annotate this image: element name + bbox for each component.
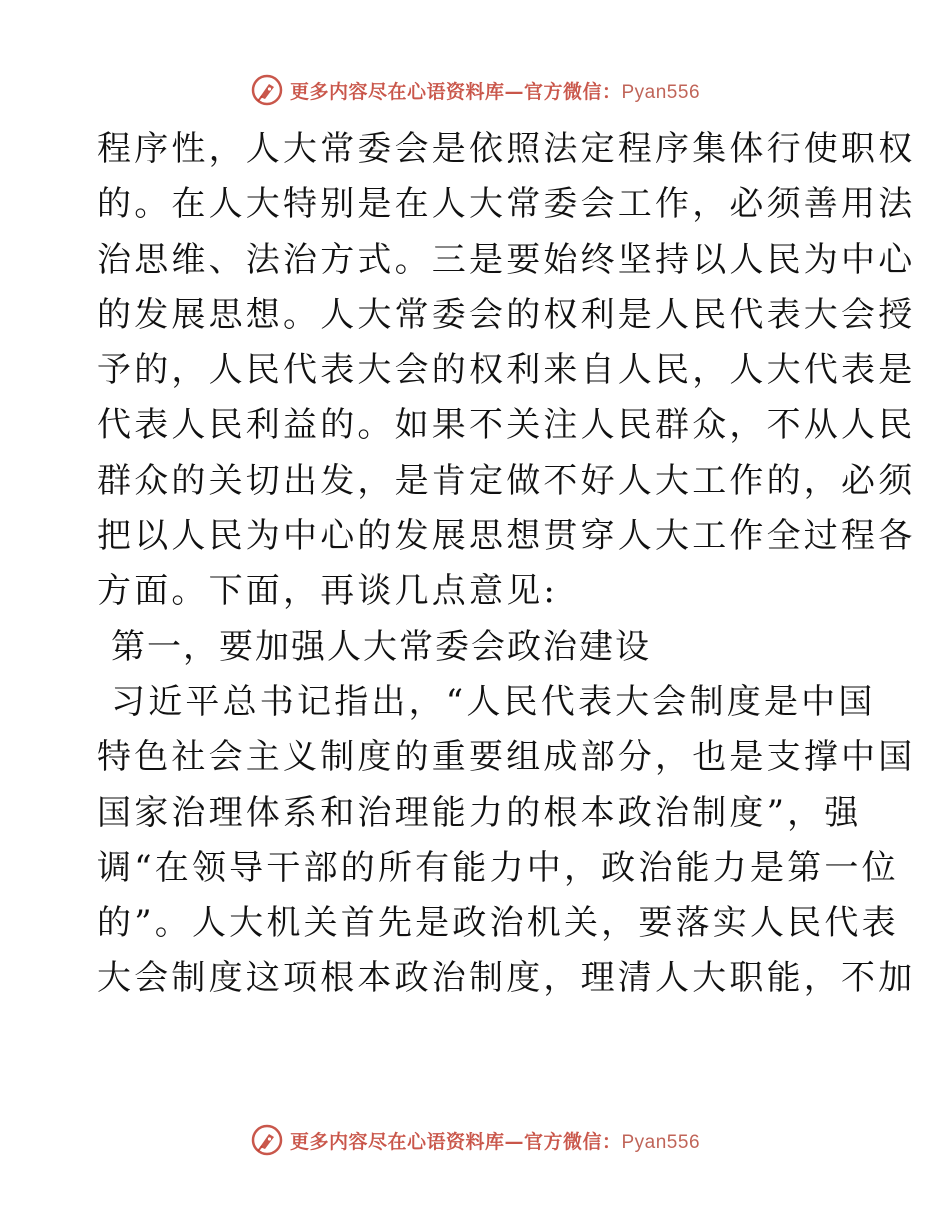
section-heading: 第一，要加强人大常委会政治建设 — [111, 626, 651, 667]
paragraph-line: 治思维、法治方式。三是要始终坚持以人民为中心 — [97, 239, 916, 280]
footer-watermark-banner — [0, 1120, 950, 1160]
footer-watermark-text: 更多内容尽在心语资料库—官方微信：Pyan556 — [289, 1130, 701, 1153]
paragraph-line: 特色社会主义制度的重要组成部分，也是支撑中国 — [97, 737, 916, 778]
wechat-id: Pyan556 — [621, 81, 701, 103]
paragraph-line: 调“在领导干部的所有能力中，政治能力是第一位 — [97, 847, 899, 888]
wechat-id: Pyan556 — [621, 1131, 701, 1153]
document-body — [97, 122, 916, 1007]
paragraph-line: 国家治理体系和治理能力的根本政治制度”，强 — [97, 792, 862, 833]
paragraph-line: 的。在人大特别是在人大常委会工作，必须善用法 — [97, 184, 916, 225]
header-watermark-text: 更多内容尽在心语资料库—官方微信：Pyan556 — [289, 80, 701, 103]
paragraph-line: 予的，人民代表大会的权利来自人民，人大代表是 — [97, 350, 916, 391]
pen-nib-logo-icon — [250, 1123, 284, 1157]
paragraph-line: 习近平总书记指出，“人民代表大会制度是中国 — [111, 681, 876, 722]
paragraph-line: 的发展思想。人大常委会的权利是人民代表大会授 — [97, 294, 916, 335]
paragraph-line: 代表人民利益的。如果不关注人民群众，不从人民 — [97, 405, 916, 446]
paragraph-line: 程序性，人大常委会是依照法定程序集体行使职权 — [97, 129, 916, 169]
pen-nib-logo-icon — [250, 73, 284, 107]
paragraph-line: 方面。下面，再谈几点意见: — [97, 571, 559, 612]
header-watermark-banner — [0, 70, 950, 110]
paragraph-line: 把以人民为中心的发展思想贯穿人大工作全过程各 — [97, 516, 916, 557]
paragraph-line: 大会制度这项根本政治制度，理清人大职能，不加 — [97, 958, 916, 999]
paragraph-line: 群众的关切出发，是肯定做不好人大工作的，必须 — [97, 460, 916, 501]
paragraph-line: 的”。人大机关首先是政治机关，要落实人民代表 — [97, 903, 899, 944]
